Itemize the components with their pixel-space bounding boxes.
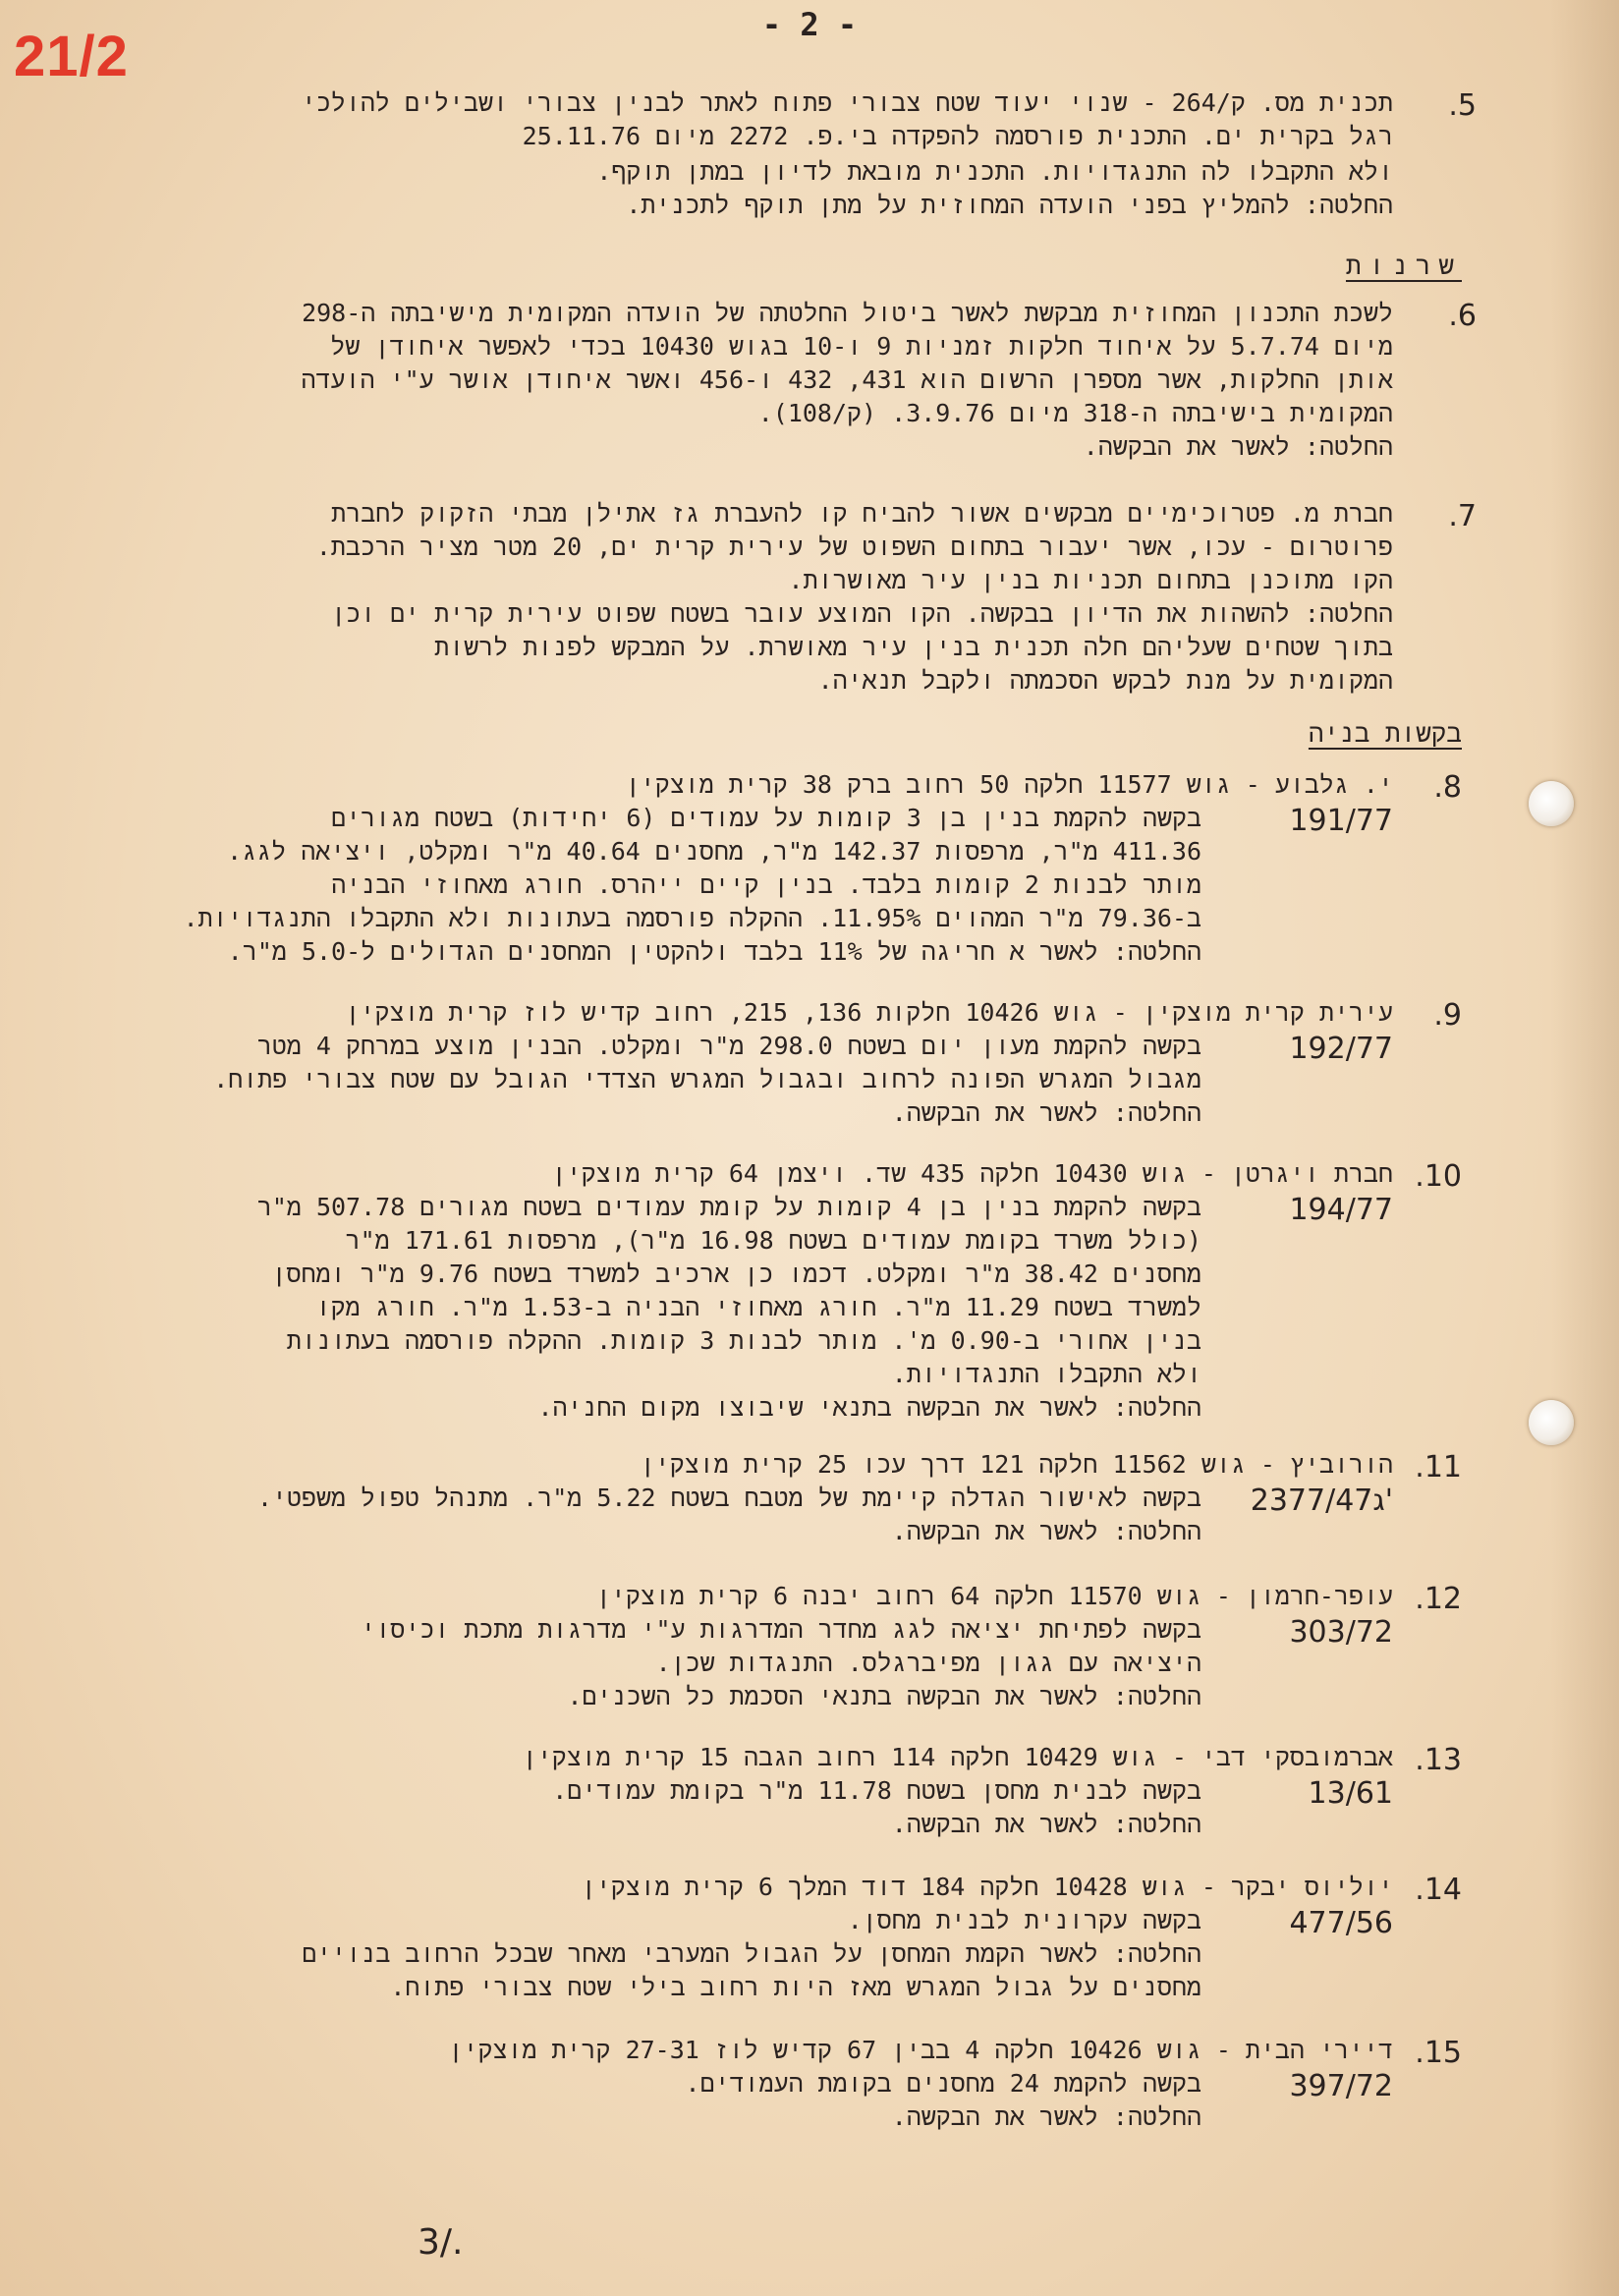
item-text: המקומית בישיבתה ה-318 מיום 3.9.76. (ק/108). bbox=[757, 399, 1393, 427]
item-reference: 191/77 bbox=[1289, 804, 1393, 838]
item-text: פרוטרום - עכו, אשר יעבור בתחום השפוט של עירית קרית ים, 20 מטר מציר הרכבת. bbox=[315, 532, 1393, 561]
item-number: .12 bbox=[1415, 1582, 1462, 1616]
item-decision: החלטה: לאשר הקמת המחסן על הגבול המערבי מאחר שבכל הרחוב בנויים bbox=[302, 1939, 1201, 1968]
item-text: רגל בקרית ים. התכנית פורסמה להפקדה בי.פ. 2272 מיום 25.11.76 bbox=[522, 122, 1393, 150]
section-heading: בקשות בניה bbox=[1308, 719, 1462, 749]
item-reference: 303/72 bbox=[1289, 1615, 1393, 1650]
item-text: בקשה להקמת בנין בן 3 קומות על עמודים (6 יחידות) בשטח מגורים bbox=[331, 804, 1201, 832]
item-reference: 477/56 bbox=[1289, 1906, 1393, 1940]
item-text: בקשה להקמת בנין בן 4 קומות על קומת עמודים בשטח מגורים 507.78 מ"ר bbox=[256, 1193, 1201, 1221]
item-number: .8 bbox=[1433, 770, 1462, 805]
item-text: עופר-חרמון - גוש 11570 חלקה 64 רחוב יבנה 6 קרית מוצקין bbox=[595, 1582, 1393, 1610]
item-text: הקו מתוכנן בתחום תכניות בנין עיר מאושרות. bbox=[788, 566, 1393, 594]
item-number: .10 bbox=[1415, 1159, 1462, 1194]
item-number: .7 bbox=[1448, 499, 1477, 533]
item-text: בקשה להקמת מעון יום בשטח 298.0 מ"ר ומקלט. הבנין מוצע במרחק 4 מטר bbox=[256, 1032, 1201, 1060]
item-text: בקשה לבנית מחסן בשטח 11.78 מ"ר בקומת עמודים. bbox=[552, 1776, 1201, 1805]
item-text: בקשה להקמת 24 מחסנים בקומת העמודים. bbox=[685, 2069, 1201, 2098]
item-text: מחסנים על גבול המגרש מאז היות רחוב בילי שטח צבורי פתוח. bbox=[390, 1973, 1201, 2001]
item-number: .13 bbox=[1415, 1743, 1462, 1777]
item-text: מחסנים 38.42 מ"ר ומקלט. דכמו כן ארכיב למשרד בשטח 9.76 מ"ר ומחסן bbox=[271, 1260, 1201, 1288]
item-text: עירית קרית מוצקין - גוש 10426 חלקות 136, 215, רחוב קדיש לוז קרית מוצקין bbox=[345, 998, 1393, 1027]
item-text: דיירי הבית - גוש 10426 חלקה 4 בבין 67 קדיש לוז 27-31 קרית מוצקין bbox=[448, 2036, 1393, 2064]
item-text: בתוך שטחים שעליהם חלה תכנית בנין עיר מאושרת. על המבקש לפנות לרשות bbox=[434, 633, 1393, 661]
binder-hole bbox=[1529, 1400, 1574, 1445]
item-decision: החלטה: לאשר את הבקשה. bbox=[891, 1517, 1201, 1545]
section-heading: שרנות bbox=[1345, 252, 1462, 281]
item-number: .14 bbox=[1415, 1873, 1462, 1907]
item-decision: החלטה: להשהות את הדיון בבקשה. הקו המוצע עובר בשטח שפוט עירית קרית ים וכן bbox=[331, 599, 1393, 628]
item-reference: 194/77 bbox=[1289, 1193, 1393, 1227]
item-number: .6 bbox=[1448, 299, 1477, 333]
page-number: - 2 - bbox=[761, 6, 858, 43]
item-text: ולא התקבלו התנגדויות. bbox=[891, 1360, 1201, 1388]
item-decision: החלטה: לאשר את הבקשה. bbox=[891, 1098, 1201, 1127]
item-text: היציאה עם גגון מפיברגלס. התנגדות שכן. bbox=[655, 1649, 1201, 1677]
item-text: בקשה לפתיחת יציאה לגג מחדר המדרגות ע"י מדרגות מתכת וכיסוי bbox=[361, 1615, 1201, 1644]
item-text: בנין אחורי ב-0.90 מ'. מותר לבנות 3 קומות. ההקלה פורסמה בעתונות bbox=[286, 1326, 1201, 1355]
item-text: תכנית מס. ק/264 - שנוי יעוד שטח צבורי פתוח לאתר לבנין צבורי ושבילים להולכי bbox=[301, 88, 1393, 117]
item-reference: 13/61 bbox=[1308, 1776, 1393, 1811]
item-text: חברת ויגרטן - גוש 10430 חלקה 435 שד. ויצמן 64 קרית מוצקין bbox=[551, 1159, 1393, 1188]
item-text: אותן החלקות, אשר מספרן הרשום הוא 431, 432 ו-456 ואשר איחודן אושר ע"י הועדה bbox=[301, 365, 1393, 394]
item-text: ולא התקבלו לה התנגדויות. התכנית מובאת לדיון במתן תוקף. bbox=[596, 157, 1393, 186]
item-text: לשכת התכנון המחוזית מבקשת לאשר ביטול החלטתה של הועדה המקומית מישיבתה ה-298 bbox=[302, 299, 1393, 327]
item-text: חברת מ. פטרוכימיים מבקשים אשור להביח קו להעברת גז אתילן מבתי הזקוק לחברת bbox=[331, 499, 1393, 528]
item-reference: 2377/47ג' bbox=[1250, 1484, 1393, 1518]
item-text: בקשה לאישור הגדלה קיימת של מטבח בשטח 5.22 מ"ר. מתנהל טפול משפטי. bbox=[256, 1484, 1201, 1512]
item-text: למשרד בשטח 11.29 מ"ר. חורג מאחוזי הבניה ב-1.53 מ"ר. חורג מקו bbox=[315, 1293, 1201, 1321]
item-text: בקשה עקרונית לבנית מחסן. bbox=[847, 1906, 1201, 1934]
archive-stamp: 21/2 bbox=[14, 25, 129, 88]
item-text: 411.36 מ"ר, מרפסות 142.37 מ"ר, מחסנים 40.64 מ"ר ומקלט, ויציאה לגג. bbox=[227, 837, 1201, 866]
item-decision: החלטה: להמליץ בפני הועדה המחוזית על מתן תוקף לתכנית. bbox=[626, 191, 1393, 219]
item-text: ב-79.36 מ"ר המהוים 11.95%. ההקלה פורסמה בעתונות ולא התקבלו התנגדויות. bbox=[183, 904, 1201, 932]
item-text: הורוביץ - גוש 11562 חלקה 121 דרך עכו 25 קרית מוצקין bbox=[640, 1450, 1393, 1479]
item-text: אברמובסקי דבי - גוש 10429 חלקה 114 רחוב הגבה 15 קרית מוצקין bbox=[522, 1743, 1393, 1771]
binder-hole bbox=[1529, 781, 1574, 826]
item-decision: החלטה: לאשר את הבקשה. bbox=[891, 2102, 1201, 2131]
item-decision: החלטה: לאשר א חריגה של 11% בלבד ולהקטין המחסנים הגדולים ל-5.0 מ"ר. bbox=[227, 937, 1201, 966]
item-decision: החלטה: לאשר את הבקשה. bbox=[1083, 432, 1393, 461]
item-number: .11 bbox=[1415, 1450, 1462, 1484]
item-decision: החלטה: לאשר את הבקשה בתנאי הסכמת כל השכנים. bbox=[567, 1682, 1201, 1710]
next-page-marker: 3/. bbox=[418, 2222, 464, 2263]
item-text: (כולל משרד בקומת עמודים בשטח 16.98 מ"ר), מרפסות 171.61 מ"ר bbox=[345, 1226, 1201, 1255]
item-reference: 397/72 bbox=[1289, 2069, 1393, 2103]
item-text: מיום 5.7.74 על איחוד חלקות זמניות 9 ו-10 בגוש 10430 בכדי לאפשר איחודן של bbox=[330, 332, 1393, 361]
item-text: יוליוס יבקר - גוש 10428 חלקה 184 דוד המלך 6 קרית מוצקין bbox=[581, 1873, 1393, 1901]
item-number: .5 bbox=[1448, 88, 1477, 123]
item-text: י. גלבוע - גוש 11577 חלקה 50 רחוב ברק 38 קרית מוצקין bbox=[625, 770, 1393, 799]
item-reference: 192/77 bbox=[1289, 1032, 1393, 1066]
item-text: מגבול המגרש הפונה לרחוב ובגבול המגרש הצדדי הגובל עם שטח צבורי פתוח. bbox=[213, 1065, 1201, 1093]
item-decision: החלטה: לאשר את הבקשה. bbox=[891, 1810, 1201, 1838]
paper-edge-shadow bbox=[1550, 0, 1619, 2296]
item-number: .15 bbox=[1415, 2036, 1462, 2070]
item-text: מותר לבנות 2 קומות בלבד. בנין קיים ייהרס. חורג מאחוזי הבניה bbox=[331, 870, 1201, 899]
item-decision: החלטה: לאשר את הבקשה בתנאי שיבוצו מקום החניה. bbox=[537, 1393, 1201, 1422]
item-text: המקומית על מנת לבקש הסכמתה ולקבל תנאיה. bbox=[817, 666, 1393, 695]
item-number: .9 bbox=[1433, 998, 1462, 1033]
